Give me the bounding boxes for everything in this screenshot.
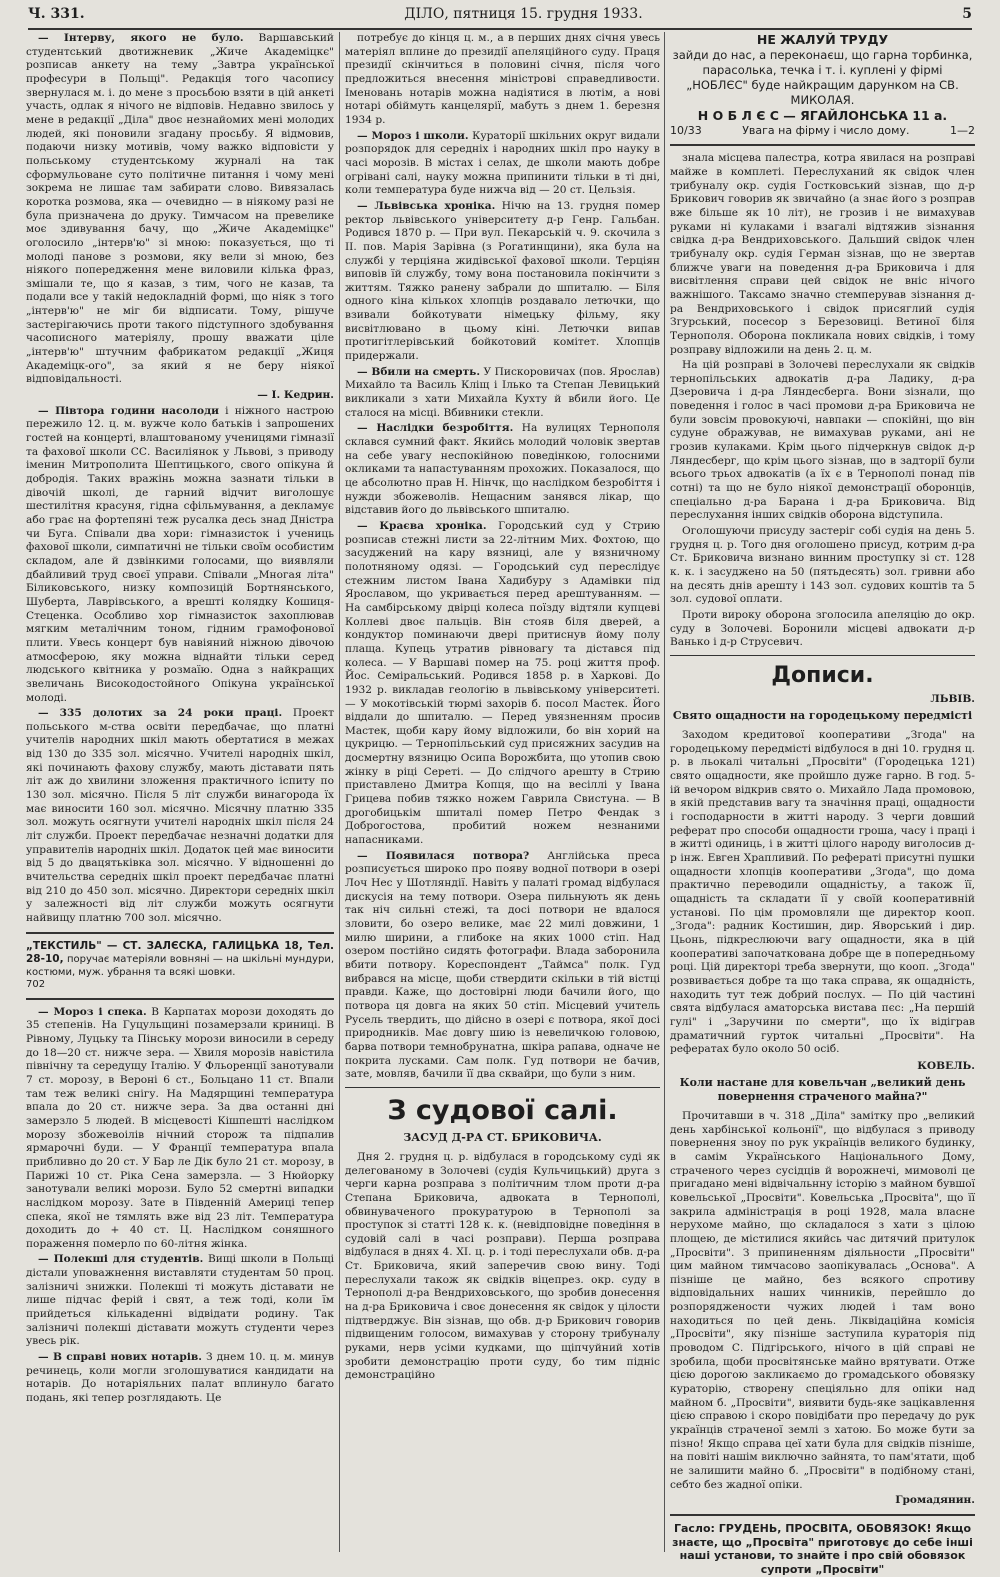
divider bbox=[26, 998, 334, 1000]
location-kovel: КОВЕЛЬ. bbox=[917, 1059, 975, 1072]
ad-address: Н О Б Л Є С — ЯГАЙЛОНСЬКА 11 а. bbox=[697, 107, 948, 123]
article-notaries-continued: потребує до кінця ц. м., а в перших днях січня увесь матеріял вплине до президії апеляційного суду. Праця президії скінчиться в половині січня, після чого предложиться внесення міністрові справедливости. Іменовань нотарів можна надіятися в лютім, а нові нотарі обіймуть канцелярії, мабуть з днем 1. березня 1934 р. bbox=[345, 32, 660, 126]
issue-number: Ч. 331. bbox=[28, 6, 85, 22]
location-lviv: ЛЬВІВ. bbox=[930, 693, 975, 706]
article-court-continued: На цій розправі в Золочеві переслухали як свідків тернопільських адвокатів д-ра Ладику, д-ра Дзеровича і д-ра Ляндесберга. Вони зізнали, що поведення і голос в часі промови д-ра Бриковича не були зовсім провокуючі, навпаки — спокійні, що він судуне ображував, не вимахував руками, ані не грозив кулаками. Крім цього підчеркнув свідок д-р Ляндесберг, що крім цього зізнав, що в задторії були всього трьох адвокатів (а їх є в Тернополі понад пів сотні) та що не було ніякої демонстрації оборонців, спеціально д-ра Барана і д-ра Бриковича. Від переслухання інших свідків оборона відступила. bbox=[670, 359, 975, 522]
article-frost-schools: — Мороз і школи. Кураторії шкільних округ видали розпорядок для середніх і народних шкіл про науку в часі морозів. В містах і селах, де школи мають добре огрівані салі, науку можна припинити тільки в ті дні, коли температура буде нижча від — 20 ст. Цельзія. bbox=[345, 129, 660, 197]
article-unemployment: — Наслідки безробіття. На вулицях Тернополя склався сумний факт. Якийсь молодий чоловік звертав на себе увагу неспокійною поведінкою, голосними окликами та напастуванням прохожих. Показалося, що це абсолютно прав Н. Нінчк, що наслідком безробіття і нужди збожеволів. Нещасним занявся лікар, що відставив його до львівського шпиталю. bbox=[345, 422, 660, 517]
column-rule bbox=[339, 32, 340, 1552]
article-murder: — Вбили на смерть. У Пискоровичах (пов. Ярослав) Михайло та Василь Кліщ і Ілько та Степан Левицький викликали з хати Михайла Кухту й вбили його. Це сталося на місці. Вбивники стекли. bbox=[345, 365, 660, 419]
article-court-continued: знала місцева палестра, котра явилася на розправі майже в комплеті. Переслуханий як свідок член трибуналу окр. судія Гостковський зізнав, що д-р Брикович говорив як звичайно (а знає його з розправ вже більше як 10 літ), не грозив і не вимахував руками ні кулаками і взагалі відтяжив зізнання свідка д-ра Вендриховського. Дальший свідок член трибуналу окр. судія Герман зізнав, що не звертав ближче уваги на поведення д-ра Бриковича і для висвітлення справи цей свідок не вніс нічого важнішого. Таксамо значно стемперував зізнання д-ра Вендриховського і свідок присяглий судія Згурський, посесор з Березовиці. Ветиної біля Тернополя. Оборона покликала нових свідків, і тому розправу відложили на день 2. ц. м. bbox=[670, 152, 975, 356]
column-right bbox=[670, 32, 975, 1577]
article-lviv-chronicle: — Львівська хроніка. Нічю на 13. грудня помер ректор львівського університету д-р Генр. Гальбан. Родився 1870 р. — При вул. Пекарській ч. 9. скочила з ІІ. пов. Марія Зарівна (з Рогатинщини), яка була на службі у терціяна жидівської фахової школи. Терціян виповів їй службу, тому вона постановила покінчити з життям. Тяжко ранену забрали до шпиталю. — Біля одного кіна кількох хлопців роздавало летючки, що взивали бойкотувати німецьку фільму, яку висвітлювано в цьому кіні. Летючки випав протигітлерівський бойкотовий комітет. Хлопців придержали. bbox=[345, 199, 661, 363]
column-rule bbox=[664, 32, 665, 1552]
article-court: Дня 2. грудня ц. р. відбулася в городському суді як делегованому в Золочеві (судія Кульчицький) друга з черги карна розправа з політичним тлом проти д-ра Степана Бриковича, адвоката в Тернополі, обвинуваченого прокуратурою в Тернополі за проступок зі статті 128 к. к. (невідповідне поведіння в судовій салі в часі розправи). Перша розправа відбулася в днях 4. ХІ. ц. р. і тоді переслухали обв. д-ра Ст. Бриковича, який заперечив свою вину. Тоді переслухали також як свідків віцепрез. окр. суду в Тернополі д-ра Вендриховського, що зробив донесення на д-ра Бриковича і своє донесення як свідок у цілости підтверджує. Він зізнав, що обв. д-р Брикович говорив підвищеним голосом, вимахував у сторону трибуналу руками, нерв усіми кудками, що щіпчуйний хотів зробити демонстрацію проти суду, бо тим підніс демонстраційно bbox=[345, 1150, 660, 1382]
article-frost: — Мороз і спека. В Карпатах морози доходять до 35 степенів. На Гуцульщині позамерзали криниці. В Рівному, Луцьку та Пінську морози виносили в середу до 18—20 ст. нижче зера. — Хвиля морозів навістила північну та середущу Італію. У Фльоренції занотували 7 ст. морозу, в Вероні 6 ст., Больцано 11 ст. Впали там теж великі снігу. На Мадярщині температура впала до 20 ст. нижче зера. За два останні дні замерзло 5 людей. В місцевості Кішпешті наслідком морозу збожевоілів нічний сторож та підпалив ярмарочні буди. — У Франції температура впала прибливно до 20 ст. У Бар ле Дік було 21 ст. морозу, в Парижі 10 ст. Ріка Сена замерзла. — З Нюйорку занотували великі морози. Було 52 смертні випадки наслідком морозу. Зате в Південній Америці тепер спека, якої не тямлять вже від 23 літ. Температура доходить до + 40 ст. Ц. Наслідком соняшного пораження померло по 60-літня жінка. bbox=[26, 1005, 335, 1250]
article-lviv: Заходом кредитової кооперативи „Згода" на городецькому передмісті відбулося в дні 10. грудня ц. р. в льокалі читальні „Просвіти" (Городецька 121) свято ощадности, яке пройшло дуже гарно. В год. 5-ій вечором відкрив свято о. Михайло Лада промовою, в якій представив вагу та значіння праці, ощадности і господарности в житті народу. З черги довший реферат про способи ощадности гроша, часу і праці і в житті одиниць, і в житті цілого народу виголосив д-р інж. Евген Храпливий. По рефераті присутні пушки ощадности хлопців кооперативи „Згода", що дома практично переводили ощадністьу, а також її, ощадність та складати її у своїй кооперативній установі. По цім промовляли ще директор кооп. „Згода": радник Костишин, дир. Яворський і дир. Цьонь, підкреслюючи вагу ощадности, яка в цій кооперативі започаткована добре ще в попередньому році. Цій директорі треба звернути, що кооп. „Згода" розвивається добре та що така справа, як ощадність, находить тут теж добрий послух. — По цій частині свята відбулася аматорська вистава пєс: „На першій гулі" і „Заручини по смерти", що їх відіграв драматичний гурток читальні „Просвіти". На рефератах було около 50 осіб. bbox=[670, 729, 975, 1056]
masthead: ДІЛО, пятниця 15. грудня 1933. bbox=[404, 6, 643, 22]
divider bbox=[345, 1087, 660, 1088]
ad-body: зайди до нас, а переконаєш, що гарна торбинка, парасолька, течка і т. і. куплені у фірмі „НОБЛЄС" буде найкращим дарунком на СВ. МИКОЛАЯ. bbox=[672, 48, 973, 107]
column-middle bbox=[345, 32, 660, 1552]
divider bbox=[26, 932, 334, 934]
article-kovel: Прочитавши в ч. 318 „Діла" замітку про „великий день харбінської кольонії", що відбулася з приводу повернення зноу по рук українців великого будинку, в самім Українського Національного Дому, страченого через сусідців й ворожнечі, мимоволі це пригадано мені відвічальнну історію з майном бувшої ковельської „Просвіти". Ковельська „Просвіта", що її закрила адміністрація в році 1928, мала власне нерухоме майно, що складалося з хати з цілою площею, де містилися якийсь час дитячий притулок „Просвіти". З припиненням діяльности „Просвіти" цим майном тимчасово заопікувалась „Основа". А пізніше це майно, без всякого спротиву відповідальних наших чинників, перейшло до розпоряджености чужих людей і там воно находиться по цей день. Ліквідаційна комісія „Просвіти", яку пізніше заступила кураторія під проводом С. Підгірського, нічого в цій справі не зробила, щоби просвітянське майно врятувати. Отже цією дорогою закликаємо до громадського обовязку кураторію, створену спеціяльно для опіки над майном б. „Просвіти", виявити будь-яке зацікавлення цією справою і скоро повідібати про передачу до рук українців страченої землі з хатою. Бо може бути за пізно! Якщо справа цеї хати була для свідків пізніше, на повіті нашім виключно зайнята, то пам'ятати, щоб не залишити майно б. „Просвіти" в подібному стані, себто без жадної опіки. bbox=[670, 1109, 975, 1491]
ad-title: НЕ ЖАЛУЙ ТРУДУ bbox=[756, 32, 889, 47]
article-court-continued: Оголошуючи присуду застеріг собі судія на день 5. грудня ц. р. Того дня оголошено присуд, котрим д-ра Ст. Бриковича визнано винним проступку зі ст. 128 к. к. і засуджено на 50 (пятьдесять) зол. гривни або на десять днів арешту і 143 зол. судових коштів та 5 зол. судової оплати. bbox=[670, 525, 975, 606]
divider bbox=[670, 144, 975, 146]
court-section-title: З судової салі. bbox=[387, 1094, 618, 1126]
nobles-advertisement bbox=[670, 32, 975, 138]
article-interview: — Інтерву, якого не було. Варшавський студентський двотижневик „Жиче Академіцкє" розписав анкету на тему „Завтра української професури в Польщі". Редакція того часопису звернулася м. і. до мене з просьбою взяти в цій анкеті участь, одлак я нічого не відповів. Недавно звилось у мене в редакції „Діла" двоє незнайомих мені молодих людей, які поновили згадану просьбу. Я відмовив, подаючи низку мотивів, чому важко відповісти у польському студентському журналі на так сформульоване суто політичне питання і чому мені зокрема не лишає там забирати слово. Вивязалась коротка розмова, яка — очевидно — в ніякому разі не була призначена до друку. Тимчасом на превеликe моє здивування бачу, що „Жиче Академіцкє" оголосило „інтерв'ю" зі мною: показується, що ті молоді панове з розмови, яку вели зі мною, без ніякого попередження мене виловили кілька фраз, змішали те, що я казав, з тим, чого не казав, та подали все у такій недокладній формі, що ніяк з того „інтерв'ю" не міг би відписати. Тому, рішуче застерігаючись проти такого підступного здобування часописного матеріялу, прошу вважати ціле „інтерв'ю" штучним фабрикатом редакції „Жиця Академіцк-ого", за який я не беру ніякої відповідальності. bbox=[26, 32, 334, 386]
divider bbox=[670, 655, 975, 656]
article-students: — Полекші для студентів. Вищі школи в Польщі дістали уповажнення виставляти студентам 50 проц. залізничі знижки. Полекші ті можуть діставати не лише підчас ферій і свят, а теж тоді, коли їм прийдеться кількаденні відвідати родину. Так залізничі полекші діставати можуть студенти через увесь рік. bbox=[26, 1253, 335, 1348]
court-section-subtitle: ЗАСУД Д-РА СТ. БРИКОВИЧА. bbox=[403, 1130, 602, 1144]
article-regional-chronicle: — Краєва хроніка. Городський суд у Стрию розписав стежні листи за 22-літним Мих. Фохтою, що засуджений на кару вязниці, але у вязничному полотняному одязі. — Городський суд переслідує стежним листом Івана Хадибуру з Адамівки під Ярославом, що укривається перед арештуванням. — На самбірському двірці колеса поїзду відтяли купцеві Коллеві двоє пальців. Він стояв біля дверей, а кондуктор поминаючи двері притиснув йому полу плаща. Купець утратив рівновагу та дістався під колеса. — У Варшаві помер на 75. році життя проф. Йос. Семіральський. Родився 1858 р. в Харкові. До 1932 р. викладав геологію в львівському університеті. — У мокотівській тюрмі захорів б. посол Мастек. Його віддали до шпиталю. — Перед увязненням просив Мастек, щоби кару йому відложили, бо він хорий на цукрицю. — Тернопільський суд присяжних засудив на досмертну вязницю Осипа Ворожбита, що утопив свою жінку в ріці Сереті. — До слідчого арешту в Стрию приставлено Дмитра Копця, що на весіллі у Івана Грицева побив тяжко ножем Гаврила Свистуна. — В дрогобицькім шпиталі помер Петро Фендак з Доброгостова, пробитий ножем незнаними напасниками. bbox=[345, 519, 661, 847]
article-kovel-heading: Коли настане для ковельчан „великий день повернення страченого майна?" bbox=[679, 1075, 966, 1103]
signature: — І. Кедрин. bbox=[257, 389, 334, 402]
divider bbox=[670, 1514, 975, 1516]
article-concert: — Півтора години насолоди і ніжного настрою пережило 12. ц. м. вужче коло батьків і запрошених гостей на концерті, влаштованому ученицями гімназії та фахової школи СС. Василіянок у Львові, з приводу іменин Митрополита Шептицького, свого опікуна й добродія. Таких вражінь можна зазнати тільки в дівочій школі, де гарний відчит виголошує шестилітня красуня, гідна сфільмування, а декламує або грає на фортепяні теж русалка десь знад Дністра чи Буга. Співали два хори: гімназисток і учениць фахової школи, симпатичні не тільки своїм особистим складом, але й дзвінкими голосами, що виявляли дбайливий труд своєї управи. Співали „Многая літа" Біликовського, низку композицій Бортнянського, Шуберта, Лаврівського, а врешті колядку Кошиця-Стеценка. Особливо хор гімназисток захоплював мягким металічним тоном, гідним грамофонової плити. Увесь концерт був навіяний ніжною дівочою атмосферою, яку можна віднайти тільки серед людського квітника у розмаїю. Одна з найкращих звеличань Високодостойного Опікуна української молоді. bbox=[26, 404, 334, 704]
article-notaries: — В справі нових нотарів. З днем 10. ц. м. минув речинець, коли могли зголошуватися кандидати на нотарів. До нотаріяльних палат вплинуло багато подань, які тепер розглядають. Це bbox=[26, 1351, 334, 1405]
ad-footer: 10/33 Увага на фірму і число дому. 1—2 bbox=[670, 124, 975, 138]
article-lviv-heading: Свято ощадности на городецькому передмісті bbox=[672, 708, 973, 722]
page-number: 5 bbox=[962, 6, 972, 22]
signature: Громадянин. bbox=[895, 1494, 975, 1507]
ad-code: 702 bbox=[26, 979, 46, 991]
article-teachers-pay: — 335 долотих за 24 роки праці. Проект польського м-ства освіти передбачає, що платні учителів народних шкіл мають обертатися в межах від 130 до 335 зол. місячно. Учителі народніх шкіл, які починають фахову службу, мають діставати пять літ аж до хвилини зложення практичного іспиту по 130 зол. місячно. Після 5 літ служби винагорода їх має виносити 160 зол. місячно. Місячну платню 335 зол. можуть осягнути учителі народніх шкіл після 24 літ служби. Проект передбачає незначні додатки для управителів народніх шкіл. Додаток цей має виносити від 5 до двацятьківка зол. місячно. У відношенні до вчительства середніх шкіл проект передбачає платні від 210 до 450 зол. місячно. Директори середніх шкіл у залежності від літ служби можуть осягнути найвищу платню 700 зол. місячно. bbox=[26, 707, 334, 924]
column-left bbox=[26, 32, 334, 1552]
textile-advertisement: „ТЕКСТИЛЬ" — СТ. ЗАЛЄСКА, ГАЛИЦЬКА 18, Тел. 28-10, поручає матеріяли вовняні — на шкільні мундури, костюми, муж. убрання та всякі шовки. 702 bbox=[26, 939, 334, 991]
page-header bbox=[28, 0, 972, 30]
article-monster: — Появилася потвора? Англійська преса розписується широко про появу водної потвори в озері Лоч Нес у Шотляндії. Навіть у палаті громад відбулася дискусія на тему потвори. Озера пильнують як день так ніч сильні стежі, та досі потвори не вдалося зловити, бо озеро велике, має 22 милі довжини, 1 милю ширини, а глибоке на яких 1000 стіп. Над озером постійно сидять фотографи. Влада заборонила вбити потвору. Кореспондент „Таймса" полк. Гуд вибрався на місце, щоби ствердити скільки в тій вістці правди. Каже, що достовірні люди бачили його, що потвора ця довга на яких 50 стіп. Місцевий учитель Русель твердить, що дійсно в озері є потвора, якої досі природників. Має довгу шию із невеличкою головою, барва потвори темнобрунатна, шкіра рапава, одначе не покрита лусками. Сам полк. Гуд потвори не бачив, зате, мовляв, бачили її два сквайри, що були з ним. bbox=[345, 849, 660, 1081]
motto-box: Гасло: ГРУДЕНЬ, ПРОСВІТА, ОБОВЯЗОК! Якщо знаєте, що „Просвіта" приготовує до себе інші наші установи, то знайте і про свій обовязок супроти „Просвіти" bbox=[672, 1521, 973, 1577]
dopysy-section-title: Дописи. bbox=[771, 662, 874, 688]
article-court-continued: Проти вироку оборона зголосила апеляцію до окр. суду в Золочеві. Боронили місцеві адвокати д-р Ванько і д-р Струсевич. bbox=[670, 608, 975, 649]
